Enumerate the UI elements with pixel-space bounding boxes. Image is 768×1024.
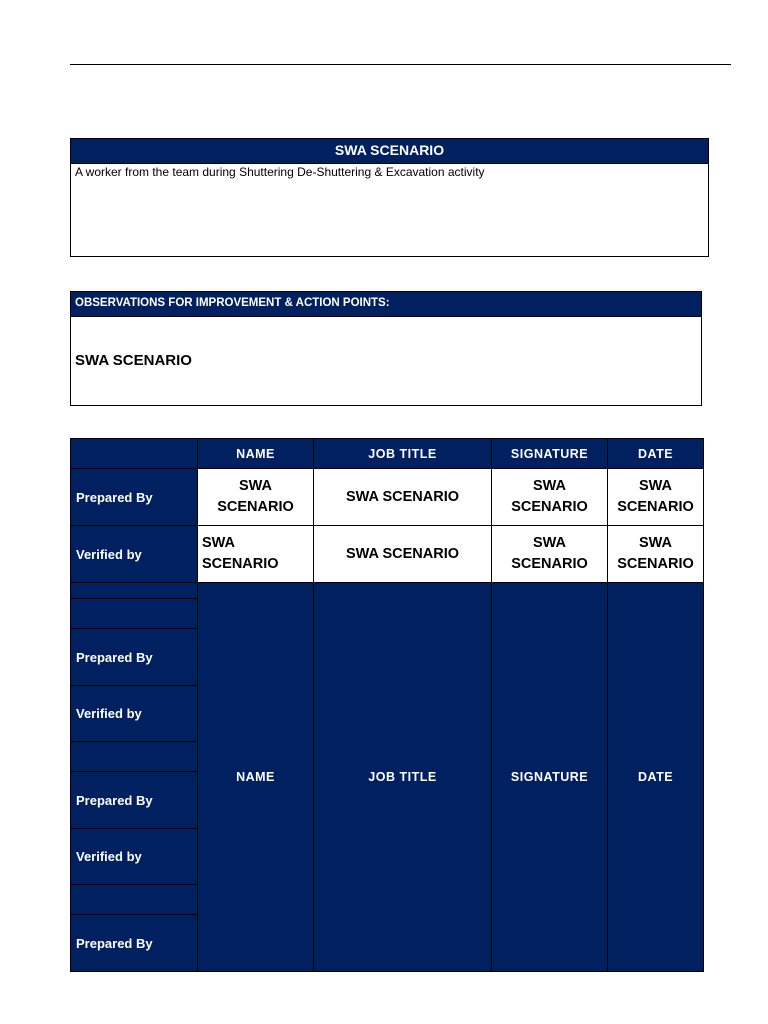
prepared-job-title-value: SWA SCENARIO <box>313 468 492 526</box>
observations-title: OBSERVATIONS FOR IMPROVEMENT & ACTION POINTS: <box>71 292 701 317</box>
verified-job-title-value: SWA SCENARIO <box>313 525 492 583</box>
lower-label-row: Verified by <box>70 828 198 885</box>
prepared-name-value: SWA SCENARIO <box>197 468 314 526</box>
verified-date-value: SWA SCENARIO <box>607 525 704 583</box>
header-rule <box>70 64 731 65</box>
observations-content: SWA SCENARIO <box>75 352 192 369</box>
lower-label-row: Prepared By <box>70 628 198 686</box>
col-header-job-title: JOB TITLE <box>313 438 492 469</box>
lower-col-name: NAME <box>197 582 314 972</box>
lower-label-row: Verified by <box>70 685 198 742</box>
col-header-name: NAME <box>197 438 314 469</box>
lower-label-spacer <box>70 582 198 599</box>
verified-name-value: SWA SCENARIO <box>197 525 314 583</box>
lower-col-signature: SIGNATURE <box>491 582 608 972</box>
lower-col-job-title: JOB TITLE <box>313 582 492 972</box>
lower-label-row <box>70 598 198 629</box>
verified-by-label: Verified by <box>70 525 198 583</box>
lower-label-row <box>70 741 198 772</box>
lower-label-row: Prepared By <box>70 771 198 829</box>
scenario-box <box>70 138 709 257</box>
prepared-signature-value: SWA SCENARIO <box>491 468 608 526</box>
verified-signature-value: SWA SCENARIO <box>491 525 608 583</box>
prepared-date-value: SWA SCENARIO <box>607 468 704 526</box>
scenario-title: SWA SCENARIO <box>71 139 708 164</box>
lower-label-row: Prepared By <box>70 914 198 972</box>
observations-box <box>70 291 702 406</box>
prepared-by-label: Prepared By <box>70 468 198 526</box>
col-header-signature: SIGNATURE <box>491 438 608 469</box>
signoff-corner-cell <box>70 438 198 469</box>
col-header-date: DATE <box>607 438 704 469</box>
lower-label-row <box>70 884 198 915</box>
scenario-description: A worker from the team during Shuttering De-Shuttering & Excavation activity <box>75 165 485 179</box>
lower-col-date: DATE <box>607 582 704 972</box>
